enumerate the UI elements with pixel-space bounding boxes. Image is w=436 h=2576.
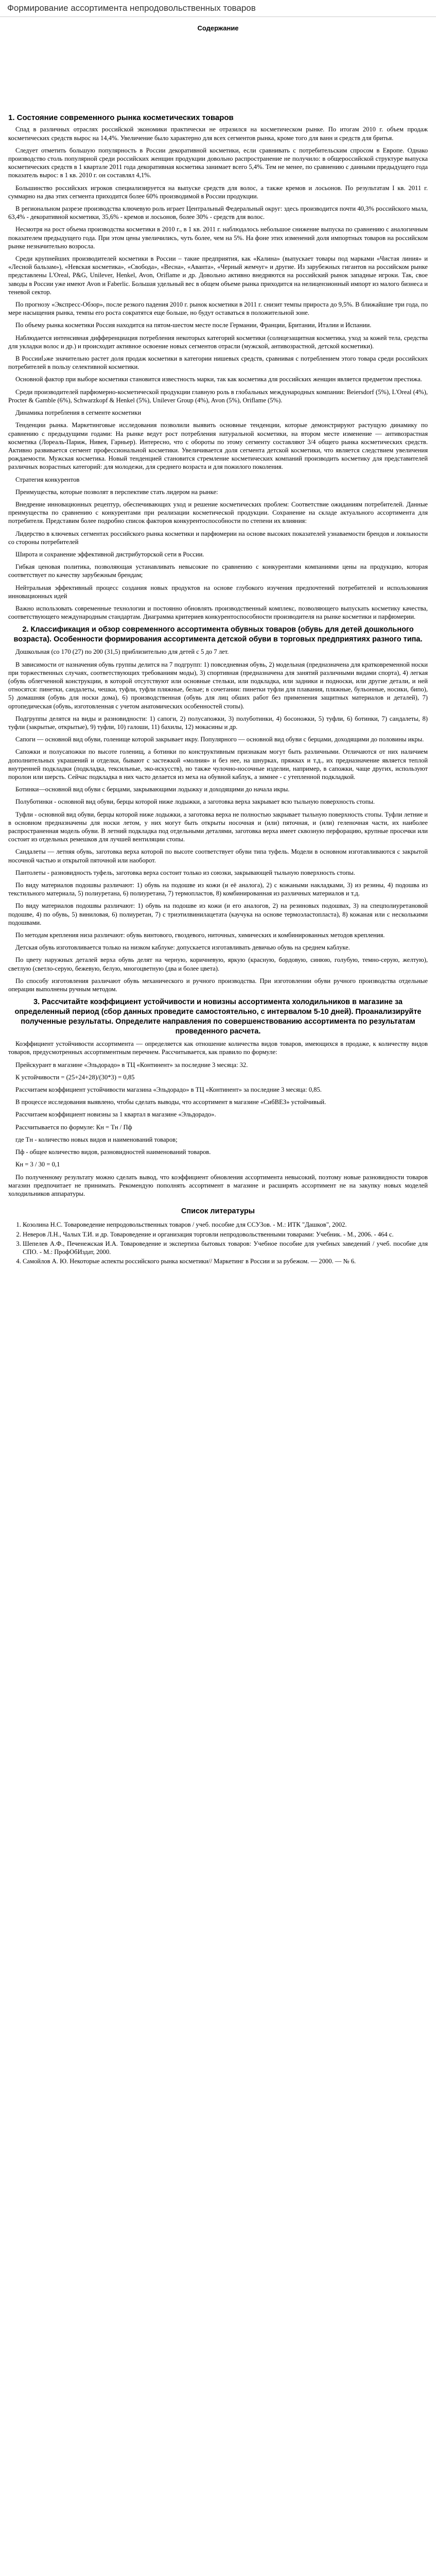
reference-item: 2. Неверов Л.Н., Чалых Т.И. и др. Товароведение и организация торговли непродовольственными товарами: Учебник. - М., 2006. - 464 с. [23,1230,428,1239]
section3-paragraph: В процессе исследования выявлено, чтобы сделать выводы, что ассортимент в магазине «СибВЕЗ» устойчивый. [15,1098,326,1106]
section2-paragraph: По виду материалов подошвы различают: 1) обувь на подошве из кожи (и её аналога), 2) с кожаными накладками, 3) из резины, 4) подошва из текстильного материала, 5) полиуретана, 6) полиуретана, 7) термопластов, 8) комбинированная из различных материалов и т.д. [8,882,428,897]
section3-paragraph: Прейскурант в магазине «Эльдорадо» в ТЦ «Континент» за последние 3 месяца: 32. [15,1061,248,1069]
section1-paragraph: Спад в различных отраслях российской экономики практически не отразился на косметическом рынке. По итогам 2010 г. объем продаж косметических средств вырос на 14,4%. Увеличение было характерно для всех сегментов рынка, кроме того для ванн и средств для бритья. [8,126,428,142]
section-3-heading: 3. Рассчитайте коэффициент устойчивости и новизны ассортимента холодильников в магазине за определенный период (сбор данных проведите самостоятельно, с интервалом 5-10 дней). Проанализируйте полученные результаты. Определите направления по совершенствованию ассортимента по результатам проведенного расчета. [14,998,422,1036]
section1-paragraph: Наблюдается интенсивная дифференциация потребления некоторых категорий косметики (солнцезащитная косметика, уход за кожей тела, средства для укладки волос и др.) и происходит активное освоение новых сегментов отрасли (мужской, антивозрастной, детской косметики). [8,334,428,350]
section2-paragraph: Туфли - основной вид обуви, берцы которой ниже лодыжки, а заготовка верха не полностью закрывает тыльную поверхность стопы. Туфли летние и в основном предназначены для носки летом, у них могут быть открыты носочная и (или) пяточная, и (или) геленочная части, их наиболее распространенная модель обуви. В летний подкладка под отдельными деталями, заготовка верха имеет сквозную перфорацию, крупные просечки или состоит из отдельных ремешков для лучшей вентиляции стопы. [8,810,428,843]
section-1-heading: 1. Состояние современного рынка косметических товаров [8,113,234,123]
section3-paragraph: Кн = 3 / 30 = 0,1 [15,1161,60,1168]
document-title: Формирование ассортимента непродовольственных товаров [0,0,436,17]
section1-paragraph: Тенденции рынка. Маркетинговые исследования позволили выявить основные тенденции, которые демонстрируют растущую динамику по сравнению с предыдущими годами: На рынке ведут рост потребления натуральной косметики, на втором месте изменение — антивозрастная косметика (Лореаль-Париж, Нивея, Гарньер). Интересно, что с обороты по этому сегменту составляют 3/4 общего рынка косметических средств. Активно развивается сегмент профессиональной косметики. Увеличивается доля сегмента детской косметики, что является следствием увеличения рождаемости. Мужская косметика. Новый тенденцией становится стремление косметических компаний производить косметику для представителей различных возрастных категорий: для молодежи, для среднего возраста и для пожилого поколения. [8,421,428,471]
section3-paragraph: По полученному результату можно сделать вывод, что коэффициент обновления ассортимента невысокий, поэтому новые разновидности товаров магазин предпочитает не принимать. Рекомендую пополнять ассортимент в магазине и расширять ассортимент не на закупку новых моделей холодильников аппаратуры. [8,1173,428,1197]
section1-paragraph: Большинство российских игроков специализируется на выпуске средств для волос, а также кремов и лосьонов. По результатам I кв. 2011 г. суммарно на два этих сегмента приходится более 60% производимой в России продукции. [8,184,428,200]
section1-paragraph: В Россииداже значительно растет доля продаж косметики в категории нишевых средств, сравнивая с потреблением этого товара среди российских потребителей в пользу селективной косметики. [8,355,428,371]
section-2-body [8,648,428,993]
reference-item: 4. Самойлов А. Ю. Некоторые аспекты российского рынка косметики// Маркетинг в России и за рубежом. — 2000. — № 6. [23,1257,428,1265]
section3-paragraph: К устойчивости = (25+24+28)/(30*3) = 0,85 [15,1073,135,1081]
section3-paragraph: Пф - общее количество видов, разновидностей наименований товаров. [15,1148,211,1156]
section2-paragraph: По методам крепления низа различают: обувь винтового, гвоздевого, ниточных, химических и комбинированных методов крепления. [15,931,385,939]
section1-paragraph: Нейтральная эффективный процесс создания новых продуктов на основе глубокого изучения предпочтений потребителей и использования инновационных идей [8,584,428,600]
section3-paragraph: Рассчитаем коэффициент устойчивости магазина «Эльдорадо» в ТЦ «Континент» за последние 3 месяца: 0,85. [15,1086,322,1094]
section1-paragraph: По прогнозу «Экспресс-Обзор», после резкого падения 2010 г. рынок косметики в 2011 г. снизит темпы прироста до 9,5%. В ближайшие три года, по мере насыщения рынка, темпы его роста сократятся еще больше, но будут оставаться в положительной зоне. [8,301,428,317]
section1-paragraph: Лидерство в ключевых сегментах российского рынка косметики и парфюмерии на основе высоких показателей узнаваемости брендов и лояльности со стороны потребителей [8,530,428,546]
section2-paragraph: Сапожки и полусапожки по высоте голенищ, а ботинки по конструктивным признакам могут быть различными. Отличаются от них наличием дополнительных украшений и отделки, бывают с застежкой «молния» и без нее, на шнурках, пряжках и т.д., их предназначение является теплой внутренней подкладки (подкладка, тексильные, эко-искусств), но также чулочно-носочные изделии, например, в сапожки, чаще других, используют поролон или шерсть. Сейчас подкладка в них часто делается из меха на обувной каблук, а зимнее - с утепленной подкладкой. [8,748,428,781]
references-list [8,1221,428,1265]
section2-paragraph: Полуботинки - основной вид обуви, берцы которой ниже лодыжки, а заготовка верха закрывает всю тыльную поверхность стопы. [15,798,375,806]
section2-paragraph: По цвету наружных деталей верха обувь делят на черную, коричневую, яркую (красную, бордовую, синюю, голубую, темно-серую, желтую), светлую (светло-серую, бежевую, белую, многоцветную (два и более цвета). [8,956,428,972]
section1-paragraph: Следует отметить большую популярность в России декоративной косметики, если сравнивать с потребительским спросом в Европе. Однако производство столь популярной среди российских женщин продукции довольно распространение не получило: в общероссийской структуре выпуска косметических средств в 1 квартале 2011 года декоративная косметика занимает всего 5,4%. Тем не менее, по сравнению с данными предыдущего года показатель вырос: в 1 кв. 2010 г. он составлял 4,1%. [8,146,428,179]
section2-paragraph: По способу изготовления различают обувь механического и ручного производства. При изготовлении обуви ручного производства отдельные операции выполнены ручным методом. [8,977,428,993]
section2-paragraph: Дошкольная (со 170 (27) по 200 (31,5) приблизительно для детей с 5 до 7 лет. [15,648,229,656]
section1-paragraph: Гибкая ценовая политика, позволяющая устанавливать невысокие по сравнению с конкурентами компаниями цены на продукцию, которая соответствует по качеству зарубежным брендам; [8,563,428,579]
section1-paragraph: Преимущества, которые позволят в перспективе стать лидером на рынке: [15,488,218,496]
section2-paragraph: Детская обувь изготовливается только на низком каблуке: допускается изготавливать девичью обувь на среднем каблуке. [15,944,350,952]
section1-paragraph: Важно использовать современные технологии и постоянно обновлять производственный комплекс, позволяющего выпускать косметику качества, соответствующего международным стандартам. Диаграмма критериев конкурентоспособности производителя на рынке косметики и парфюмерии. [8,604,428,621]
references-heading: Список литературы [181,1207,255,1216]
section1-paragraph: Среди производителей парфюмерно-косметической продукции главную роль в глобальных международных компании: Beiersdorf (5%), L'Oreal (4%), Procter & Gamble (6%), Schwarzkopf & Henkel (5%), Unilever Group (4%), Avon (5%), Oriflame (5%). [8,388,428,404]
toc-heading: Содержание [197,24,239,32]
section2-paragraph: По виду материалов подошвы различают: 1) обувь на подошве из кожи (и его аналогов, 2) на резиновых подошвах, 3) на спецполиуретановой подошве, 4) по обувь, 5) виниловая, 6) полиуретан, 7) с триэтилвинилацетата (каучука на основе термоэластопласта), 8) кожаная или с несколькими подошвами. [8,902,428,926]
section1-paragraph: Среди крупнейших производителей косметики в России – такие предприятия, как «Калина» (выпускает товары под марками «Чистая линия» и «Лесной бальзам»), «Невская косметика», «Свобода», «Весна», «Аванта», «Черный жемчуг» и другие. Из зарубежных гигантов на российском рынке представлены L'Oreal, P&G, Unilever, Henkel, Avon, Oriflame и др. Довольно активно внедряются на российский рынок западные игроки. Так, свое заводы в России уже имеют Avon и Faberlic. Большая удельный вес в общем объеме рынка приходится на нелицензионный импорт из малого бизнеса и теневой сектор. [8,255,428,296]
section-2-heading: 2. Классификация и обзор современного ассортимента обувных товаров (обувь для детей дошкольного возраста). Особенности формирования ассортимента детской обуви в торговых предприятиях разного типа. [13,625,423,644]
section1-paragraph: Стратегия конкурентов [15,476,80,483]
reference-item: 3. Шепелев А.Ф., Печенежская И.А. Товароведение и экспертиза бытовых товаров: Учебное пособие для учебных заведений / учеб. пособие для СПО. - М.: ПрофОбИздат, 2000. [23,1240,428,1256]
section2-paragraph: В зависимости от назначения обувь группы делится на 7 подгрупп: 1) повседневная обувь, 2) модельная (предназначена для кратковременной носки при торжественных случаях, соответствующих требованиям моды), 3) спортивная (предназначена для занятий различными видами спорта), 4) легкая (обувь облегченной конструкции, в которой отсутствуют или основные стельки, или подкладка, или задники и подноски, или другие детали, и ней относятся: пинетки, сандалеты, чешки, туфли, туфли пляжные, белые; в сочетании: пинетки туфли для плавания, пляжные, бульонные, носики, бипо), 5) домашняя (обувь для носки дома), 6) производственная (обувь для лиц обших работ без применения защитных материалов и деталей), 7) ортопедическая (обувь, изготовленная с учетом анатомических особенностей стопы). [8,660,428,710]
document-body [0,17,436,1265]
section1-paragraph: По объему рынка косметики Россия находится на пятом-шестом месте после Германии, Франции, Британии, Италии и Испании. [15,321,372,329]
section3-paragraph: Рассчитывается по формуле: Кн = Тн / Пф [15,1123,132,1131]
section1-paragraph: Основной фактор при выборе косметики становится известность марки, так как косметика для российских женщин является предметом престижа. [15,376,422,383]
section3-paragraph: Рассчитаем коэффициент новизны за 1 квартал в магазине «Эльдорадо». [15,1111,216,1118]
section1-paragraph: Несмотря на рост объема производства косметики в 2010 г., в 1 кв. 2011 г. наблюдалось небольшое снижение выпуска по сравнению с аналогичным показателем предыдущего года. При этом цены увеличились, чуть более, чем на 5%. На фоне этих изменений доля импортных товаров на российском рынке незначительно возросла. [8,226,428,250]
section1-paragraph: Широта и сохранение эффективной дистрибуторской сети в России. [15,550,204,558]
section2-paragraph: Сапоги — основной вид обуви, голенище которой закрывает икру. Популярного — основной вид обуви с берцами, доходящими до половины икры. [15,736,424,743]
section2-paragraph: Пантолеты - разновидность туфель, заготовка верха состоит только из союзки, закрывающей тыльную поверхность стопы. [15,869,355,876]
section-1-body [8,125,428,621]
section3-paragraph: где Тн - количество новых видов и наименований товаров; [15,1136,178,1143]
section1-paragraph: В региональном разрезе производства ключевую роль играет Центральный Федеральный округ: здесь производится почти 40,3% российского мыла, 63,4% - декоративной косметики, 35,6% - кремов и лосьонов, более 30% - средств для волос. [8,205,428,221]
section2-paragraph: Подгруппы делятся на виды и разновидности: 1) сапоги, 2) полусапожки, 3) полуботинки, 4) босоножки, 5) туфли, 6) ботинки, 7) сандалеты, 8) туфли (закрытые, открытые), 9) туфли, 10) галоши, 11) бахилы, 12) мокасины и др. [8,715,428,731]
section2-paragraph: Ботинки—основной вид обуви с берцами, закрывающими лодыжку и доходящими до начала икры. [15,786,290,793]
section1-paragraph: Динамика потребления в сегменте косметики [15,409,142,417]
toc-spacer [8,32,428,110]
section1-paragraph: Внедрение инновационных рецептур, обеспечивающих уход и решение косметических проблем: Соответствие ожиданиям потребителей. Данные преимущества по сравнению с конкурентами при реализации косметической продукции. Сохранение на складе актуального ассортимента для потребителя. Представим более подробно список факторов конкурентоспособности по степени их влияния: [8,500,428,525]
section3-paragraph: Коэффициент устойчивости ассортимента — определяется как отношение количества видов товаров, имеющихся в продаже, к количеству видов товаров, предусмотренных ассортиментным перечнем. Рассчитывается, как правило по формуле: [8,1040,428,1056]
section-3-body [8,1040,428,1198]
section2-paragraph: Сандалеты — летняя обувь, заготовка верха которой по высоте соответствует обуви типа туфель. Модели в основном изготавливаются с закрытой носочной частью и открытой пяточной или наоборот. [8,848,428,864]
reference-item: 1. Козолина Н.С. Товароведение непродовольственных товаров / учеб. пособие для ССУЗов. - М.: ИТК "Дашков", 2002. [23,1221,428,1229]
